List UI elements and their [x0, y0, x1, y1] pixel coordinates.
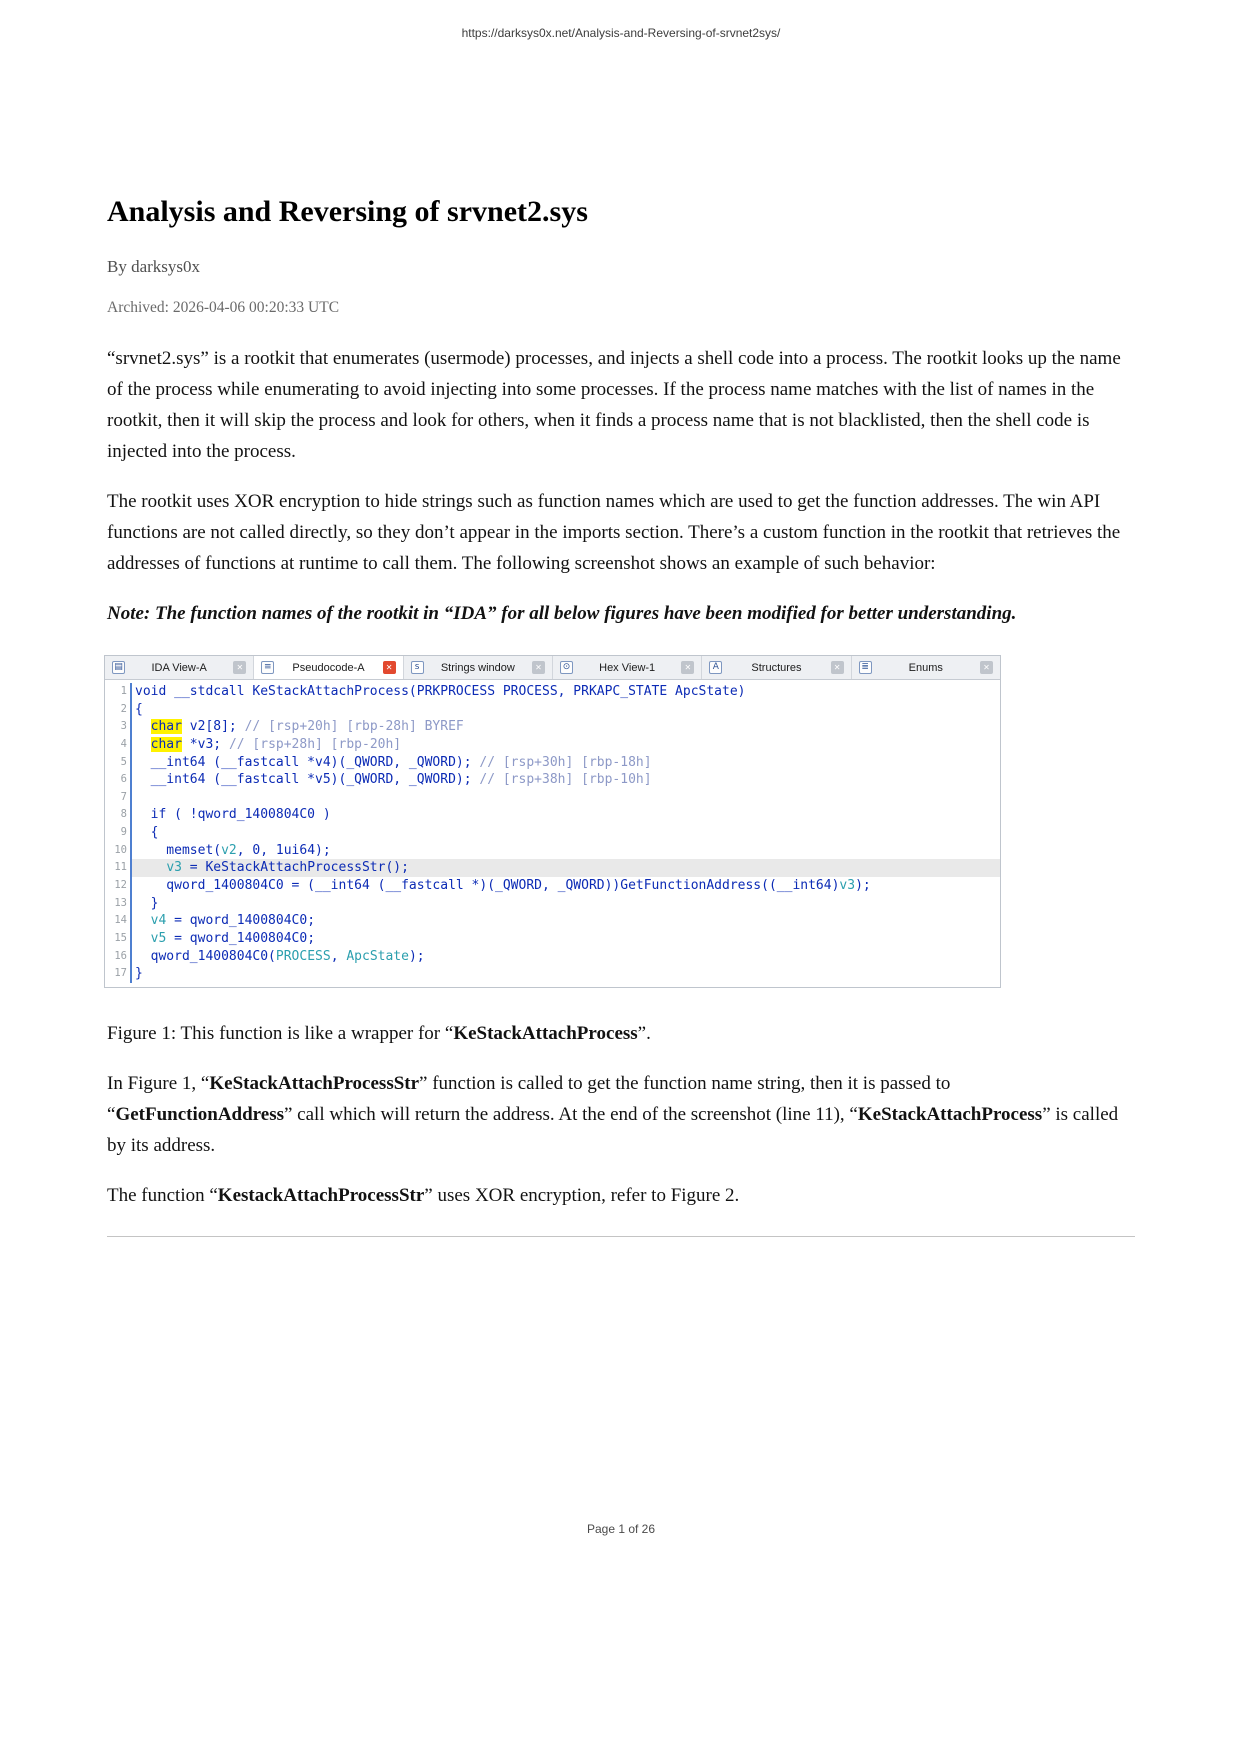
code-line-17 [105, 965, 1000, 983]
code-text: void __stdcall KeStackAttachProcess(PRKPROCESS PROCESS, PRKAPC_STATE ApcState) [130, 683, 1000, 701]
paragraph-figure1-explanation [107, 1068, 1135, 1161]
line-number: 2 [120, 702, 127, 715]
paragraph-xor-encryption: The rootkit uses XOR encryption to hide strings such as function names which are used to get the function addresses. The win API functions are not called directly, so they don’t appear in the imports section. There’s a custom function in the rootkit that retrieves the addresses of functions at runtime to call them. The following screenshot shows an example of such behavior: [107, 491, 1121, 574]
text-run: ” function is called to get the function name string, then it is passed to “ [107, 1072, 951, 1125]
line-number: 15 [114, 931, 127, 944]
figure1-caption [107, 1018, 1135, 1049]
code-text: } [130, 895, 1000, 913]
note-paragraph: Note: The function names of the rootkit in “IDA” for all below figures have been modified for better understanding. [107, 603, 1017, 624]
code-text: { [130, 701, 1000, 719]
code-text: v4 = qword_1400804C0; [130, 912, 1000, 930]
code-text: qword_1400804C0 = (__int64 (__fastcall *)(_QWORD, _QWORD))GetFunctionAddress((__int64)v3); [130, 877, 1000, 895]
line-number: 5 [120, 755, 127, 768]
ida-tab-bar [105, 656, 1000, 680]
line-number: 6 [120, 773, 127, 786]
close-icon: ✕ [831, 661, 844, 674]
line-number: 3 [120, 720, 127, 733]
page-footer: Page 1 of 26 [586, 1522, 656, 1536]
text-run: In Figure 1, “ [107, 1072, 210, 1094]
ida-pseudocode-area [105, 680, 1000, 987]
code-line-10 [105, 842, 1000, 860]
close-icon: ✕ [233, 661, 246, 674]
line-number: 13 [114, 896, 127, 909]
ida-screenshot-figure [104, 655, 1001, 988]
strings-window-icon: s [411, 661, 424, 674]
line-number: 14 [114, 914, 127, 927]
line-number: 16 [114, 949, 127, 962]
code-text: v5 = qword_1400804C0; [130, 930, 1000, 948]
code-line-11 [105, 859, 1000, 877]
line-number: 4 [120, 737, 127, 750]
tab-label: Enums [908, 661, 943, 674]
code-line-5 [105, 754, 1000, 772]
article-content [0, 194, 1242, 1237]
text-run: ” call which will return the address. At the end of the screenshot (line 11), “ [284, 1103, 858, 1125]
emphasized-term: KeStackAttachProcess [453, 1022, 638, 1044]
code-line-3 [105, 718, 1000, 736]
code-line-14 [105, 912, 1000, 930]
code-line-2 [105, 701, 1000, 719]
line-number: 12 [114, 879, 127, 892]
line-number: 10 [114, 843, 127, 856]
code-line-7 [105, 789, 1000, 807]
byline: By darksys0x [107, 257, 201, 276]
close-icon: ✕ [383, 661, 396, 674]
emphasized-term: GetFunctionAddress [115, 1103, 284, 1125]
tab-strings-window [404, 656, 553, 679]
tab-label: Pseudocode-A [292, 661, 365, 674]
enums-icon: ≣ [859, 661, 872, 674]
page-title: Analysis and Reversing of srvnet2.sys [107, 195, 588, 228]
code-text: memset(v2, 0, 1ui64); [130, 842, 1000, 860]
code-text: __int64 (__fastcall *v4)(_QWORD, _QWORD); // [rsp+30h] [rbp-18h] [130, 754, 1000, 772]
text-run: The function “ [107, 1184, 218, 1206]
code-text: char *v3; // [rsp+28h] [rbp-20h] [130, 736, 1000, 754]
code-line-1 [105, 683, 1000, 701]
code-text: } [130, 965, 1000, 983]
code-text: __int64 (__fastcall *v5)(_QWORD, _QWORD); // [rsp+38h] [rbp-10h] [130, 771, 1000, 789]
line-number: 11 [114, 861, 127, 874]
tab-pseudocode-a [254, 656, 403, 679]
paragraph-figure2-reference [107, 1180, 1135, 1211]
code-text [130, 789, 1000, 807]
code-line-8 [105, 806, 1000, 824]
code-line-6 [105, 771, 1000, 789]
code-text: char v2[8]; // [rsp+20h] [rbp-28h] BYREF [130, 718, 1000, 736]
tab-label: Strings window [440, 661, 515, 674]
pseudocode-a-icon: ≡ [261, 661, 274, 674]
line-number: 8 [120, 808, 127, 821]
code-line-4 [105, 736, 1000, 754]
close-icon: ✕ [532, 661, 545, 674]
close-icon: ✕ [681, 661, 694, 674]
code-line-12 [105, 877, 1000, 895]
emphasized-term: KeStackAttachProcess [857, 1103, 1043, 1125]
tab-label: Structures [751, 661, 802, 674]
paragraph-intro: “srvnet2.sys” is a rootkit that enumerates (usermode) processes, and injects a shell code into a process. The rootkit looks up the name of the process while enumerating to avoid injecting into some processes. If the process name matches with the list of names in the rootkit, then it will skip the process and look for others, when it finds a process name that is not blacklisted, then the shell code is injected into the process. [107, 348, 1121, 462]
code-line-13 [105, 895, 1000, 913]
section-divider [107, 1236, 1135, 1237]
code-line-16 [105, 948, 1000, 966]
ida-view-a-icon: ▤ [112, 661, 125, 674]
close-icon: ✕ [980, 661, 993, 674]
line-number: 9 [120, 826, 127, 839]
text-run: ” is called by its address. [107, 1103, 1119, 1156]
code-text: if ( !qword_1400804C0 ) [130, 806, 1000, 824]
code-line-15 [105, 930, 1000, 948]
code-line-9 [105, 824, 1000, 842]
code-text: { [130, 824, 1000, 842]
tab-label: Hex View-1 [599, 661, 656, 674]
structures-icon: A [709, 661, 722, 674]
text-run: ”. [637, 1022, 651, 1044]
archived-timestamp: Archived: 2026-04-06 00:20:33 UTC [107, 299, 340, 316]
line-number: 7 [120, 790, 127, 803]
hex-view-1-icon: ⊙ [560, 661, 573, 674]
archive-url: https://darksys0x.net/Analysis-and-Reversing-of-srvnet2sys/ [461, 26, 781, 40]
tab-ida-view-a [105, 656, 254, 679]
tab-structures [702, 656, 851, 679]
code-text: v3 = KeStackAttachProcessStr(); [130, 859, 1000, 877]
emphasized-term: KeStackAttachProcessStr [209, 1072, 420, 1094]
tab-label: IDA View-A [151, 661, 207, 674]
code-text: qword_1400804C0(PROCESS, ApcState); [130, 948, 1000, 966]
line-number: 1 [120, 685, 127, 697]
line-number: 17 [114, 967, 127, 980]
text-run: ” uses XOR encryption, refer to Figure 2. [424, 1184, 740, 1206]
tab-enums [852, 656, 1000, 679]
text-run: Figure 1: This function is like a wrapper for “ [107, 1022, 454, 1044]
emphasized-term: KestackAttachProcessStr [217, 1184, 425, 1206]
tab-hex-view-1 [553, 656, 702, 679]
